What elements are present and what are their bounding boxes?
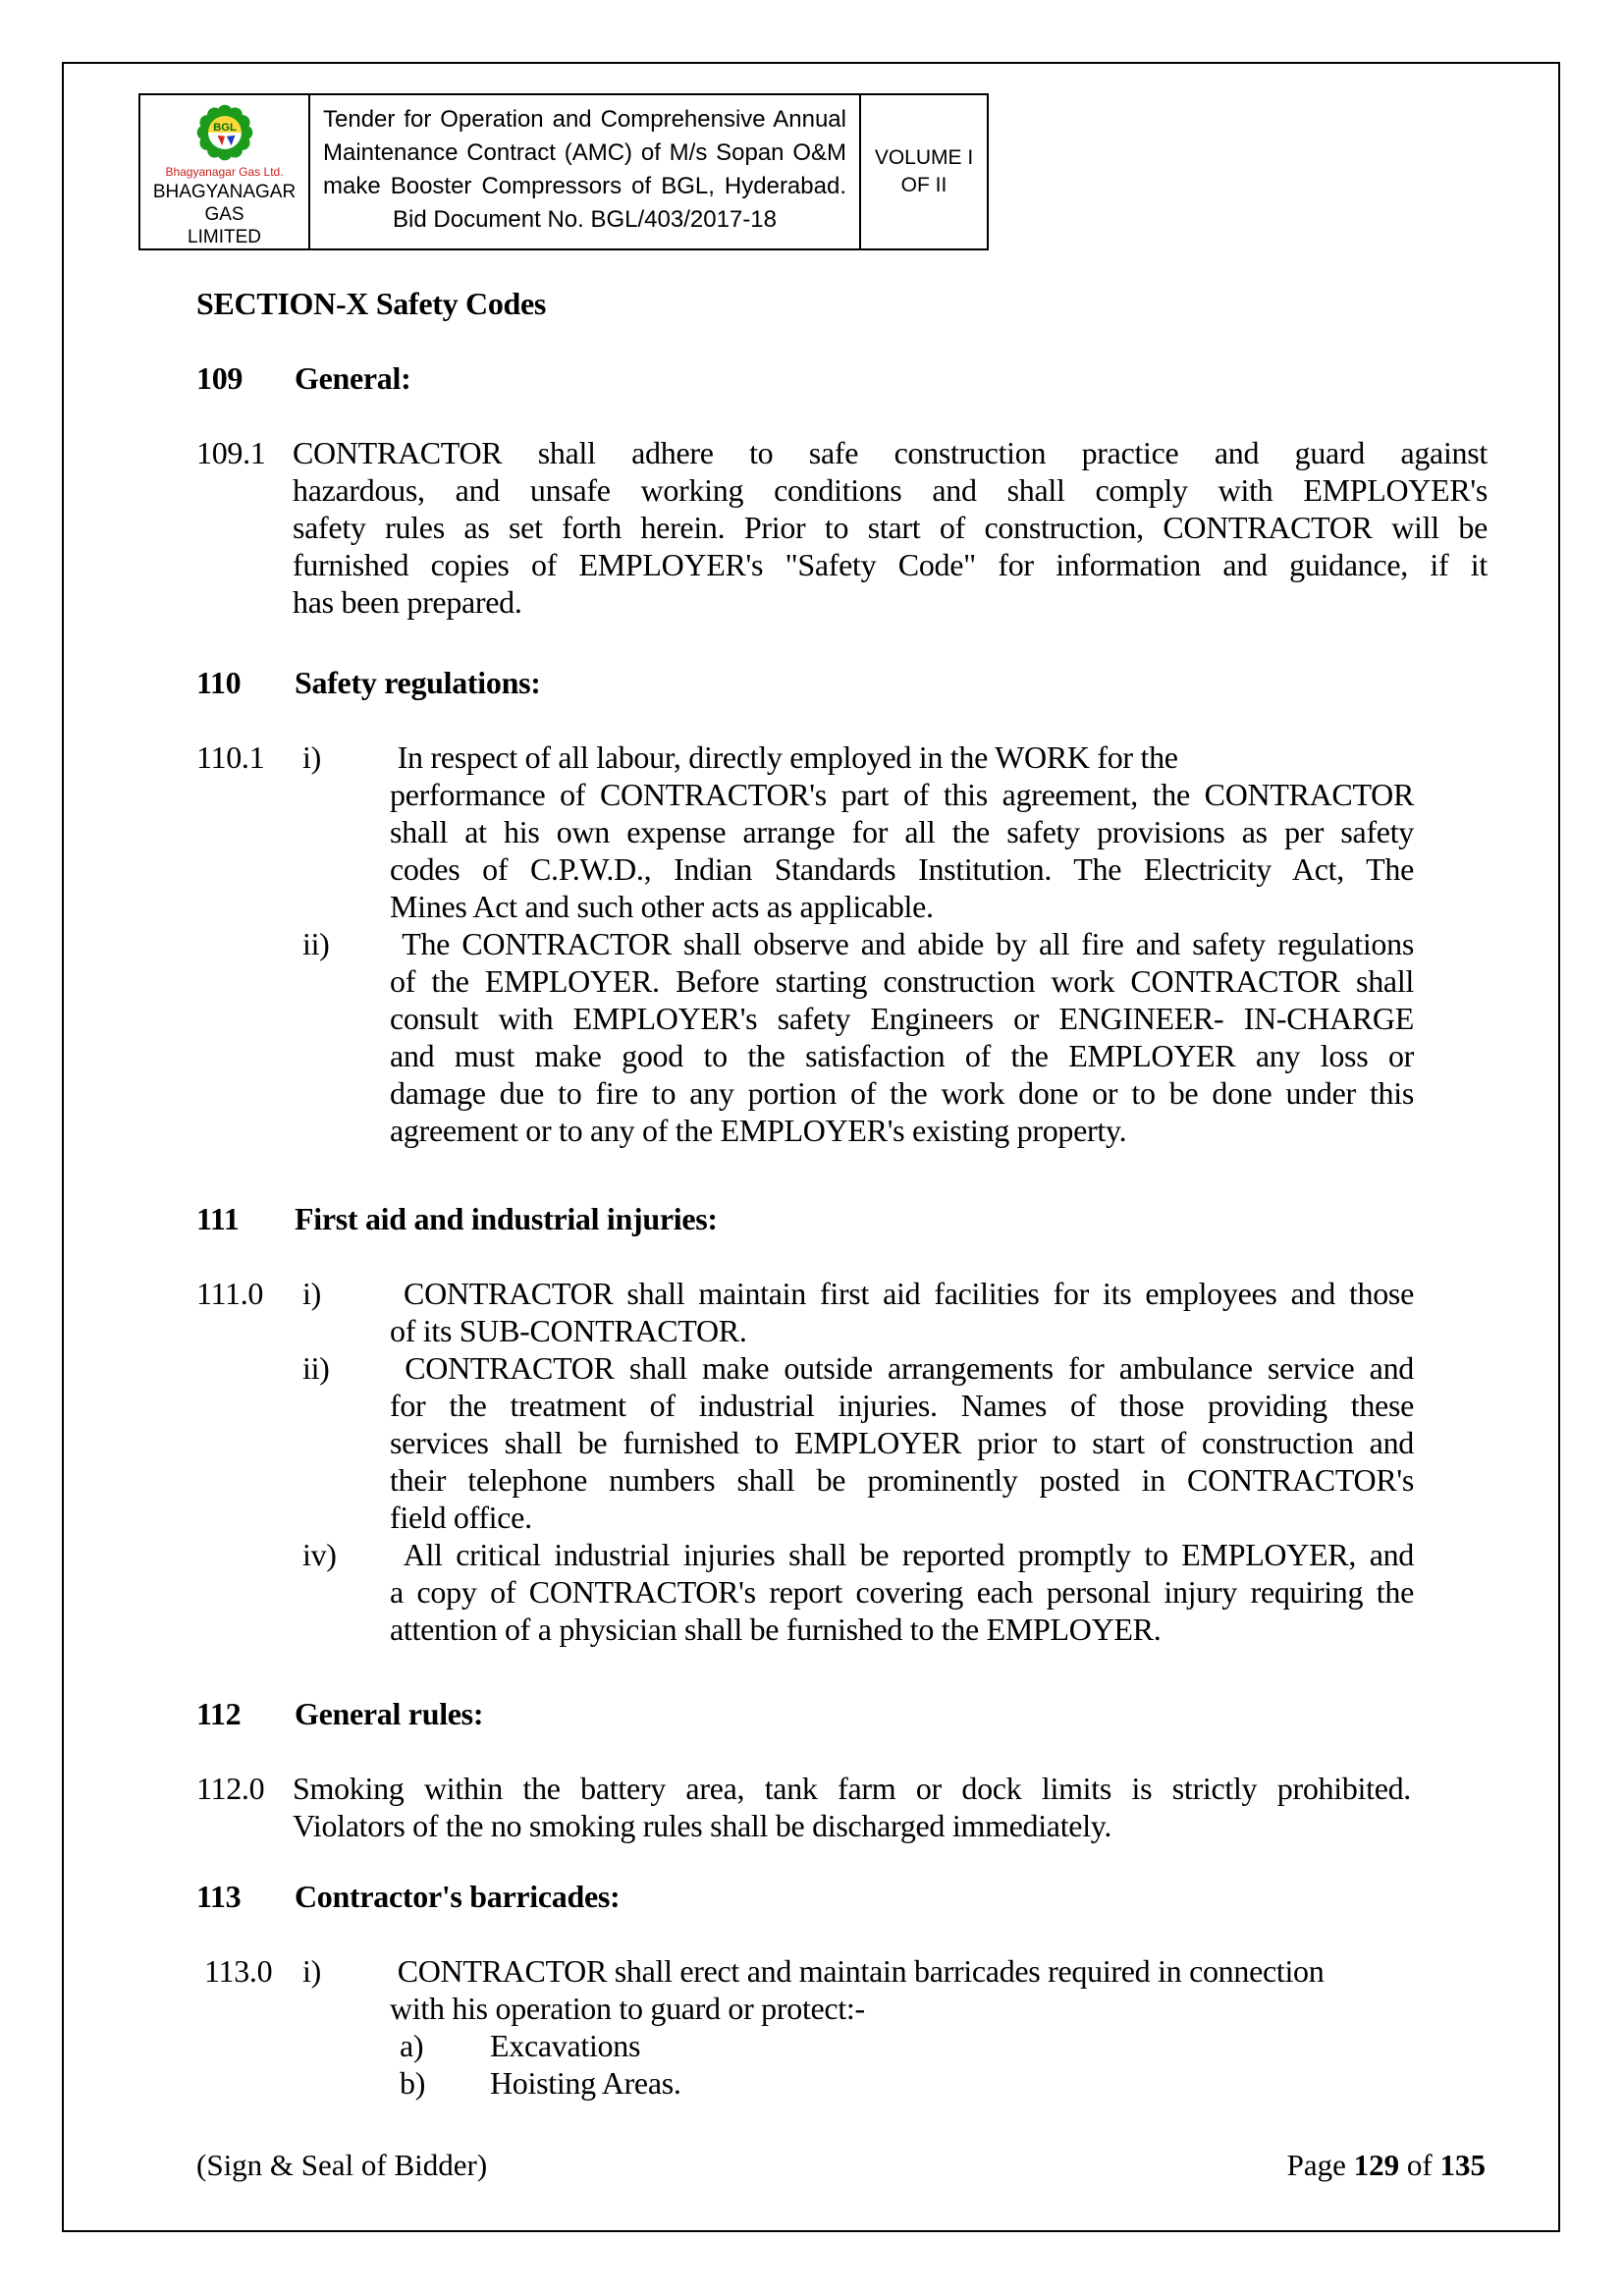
of-label: of: [1406, 2148, 1433, 2182]
sign-seal-label: (Sign & Seal of Bidder): [196, 2148, 488, 2182]
item-marker: i): [302, 1276, 321, 1311]
tender-title: Tender for Operation and Comprehensive Annual Maintenance Contract (AMC) of M/s Sopan O&M make Booster Compressors of BGL, Hyderabad.: [323, 106, 846, 199]
item-marker: iv): [302, 1537, 337, 1572]
item-111-0-i: [196, 1275, 1488, 1349]
header-table: [138, 93, 989, 250]
subitem-a: [400, 2027, 1488, 2064]
item-110-1-i: [196, 738, 1488, 925]
subitem-text: Hoisting Areas.: [490, 2065, 681, 2101]
item-number: 113.0: [204, 1953, 273, 1989]
heading-title: Contractor's barricades:: [295, 1879, 621, 1914]
company-name: [140, 181, 308, 248]
document-body: [196, 285, 1488, 2102]
item-marker: ii): [302, 926, 330, 961]
page-total: 135: [1439, 2148, 1486, 2182]
logo-acronym: BGL: [212, 122, 237, 135]
heading-title: General:: [295, 360, 411, 396]
company-name-line1: BHAGYANAGAR GAS: [152, 182, 297, 225]
heading-title: First aid and industrial injuries:: [295, 1201, 718, 1236]
volume-cell: [861, 95, 987, 248]
logo-caption: Bhagyanagar Gas Ltd.: [165, 165, 284, 179]
heading-number: 109: [196, 360, 244, 396]
item-text: In respect of all labour, directly employed in the WORK for the performance of CONTRACTOR's part of this agreement, the CONTRACTOR shall at his own expense arrange for all the safety provisions as per safety codes of C.P.W.D., Indian Standards Institution. The Electricity Act, The Mines Act and such other acts as applicable.: [390, 739, 1414, 924]
paragraph-number: 112.0: [196, 1771, 265, 1806]
page-label: Page: [1286, 2148, 1346, 2182]
item-text: The CONTRACTOR shall observe and abide by all fire and safety regulations of the EMPLOYER. Before starting construction work CONTRACTOR shall consult with EMPLOYER's safety Engineers or ENGINEER- IN-CHARGE and must make good to the satisfaction of the EMPLOYER any loss or damage due to fire to any portion of the work done or to be done under this agreement or to any of the EMPLOYER's existing property.: [390, 926, 1414, 1148]
item-113-0-i: [196, 1952, 1488, 2027]
item-text: CONTRACTOR shall make outside arrangements for ambulance service and for the treatment of industrial injuries. Names of those providing these services shall be furnished to EMPLOYER prior to start of construction and their telephone numbers shall be prominently posted in CONTRACTOR's field office.: [390, 1350, 1414, 1535]
item-number-spacer: [196, 1536, 302, 1648]
heading-113: [196, 1878, 1488, 1915]
item-text: CONTRACTOR shall erect and maintain barricades required in connection with his operation to guard or protect:-: [390, 1953, 1325, 2026]
volume-line1: VOLUME I: [874, 146, 974, 169]
section-heading: SECTION-X Safety Codes: [196, 286, 547, 321]
heading-110: [196, 664, 1488, 701]
item-marker: ii): [302, 1350, 330, 1386]
title-cell: [310, 95, 861, 248]
item-111-0-iv: [196, 1536, 1488, 1648]
subitem-text: Excavations: [490, 2028, 641, 2063]
item-111-0-ii: [196, 1349, 1488, 1536]
paragraph-number: 109.1: [196, 435, 266, 470]
volume-line2: OF II: [900, 174, 947, 196]
paragraph-text: CONTRACTOR shall adhere to safe construction practice and guard against hazardous, and unsafe working conditions and shall comply with EMPLOYER's safety rules as set forth herein. Prior to start of construction, CONTRACTOR will be furnished copies of EMPLOYER's "Safety Code" for information and guidance, if it has been prepared.: [293, 435, 1488, 620]
paragraph-112-0: [196, 1770, 1488, 1844]
subitem-marker: a): [400, 2028, 424, 2063]
item-number: 110.1: [196, 739, 265, 775]
heading-number: 111: [196, 1201, 240, 1236]
item-text: CONTRACTOR shall maintain first aid facilities for its employees and those of its SUB-CONTRACTOR.: [390, 1276, 1414, 1348]
item-marker: i): [302, 1953, 321, 1989]
heading-111: [196, 1200, 1488, 1237]
bid-document-number: Bid Document No. BGL/403/2017-18: [393, 206, 777, 233]
item-number-spacer: [196, 925, 302, 1149]
item-110-1-ii: [196, 925, 1488, 1149]
item-marker: i): [302, 739, 321, 775]
heading-number: 113: [196, 1879, 242, 1914]
subitem-marker: b): [400, 2065, 426, 2101]
heading-112: [196, 1695, 1488, 1732]
page-footer: [196, 2147, 1486, 2184]
item-text: All critical industrial injuries shall be reported promptly to EMPLOYER, and a copy of CONTRACTOR's report covering each personal injury requiring the attention of a physician shall be furnished to the EMPLOYER.: [390, 1537, 1414, 1647]
logo-cell: [140, 95, 310, 248]
subitem-b: [400, 2064, 1488, 2102]
heading-title: General rules:: [295, 1696, 484, 1731]
page-current: 129: [1353, 2148, 1400, 2182]
heading-number: 112: [196, 1696, 242, 1731]
page-number: [1287, 2147, 1486, 2184]
item-number: 111.0: [196, 1276, 264, 1311]
company-name-line2: LIMITED: [188, 227, 261, 247]
heading-number: 110: [196, 665, 242, 700]
paragraph-text: Smoking within the battery area, tank farm or dock limits is strictly prohibited. Violators of the no smoking rules shall be discharged immediately.: [293, 1771, 1411, 1843]
bgl-logo-icon: [190, 100, 259, 165]
paragraph-109-1: [196, 434, 1488, 621]
heading-title: Safety regulations:: [295, 665, 541, 700]
item-number-spacer: [196, 1349, 302, 1536]
heading-109: [196, 359, 1488, 397]
